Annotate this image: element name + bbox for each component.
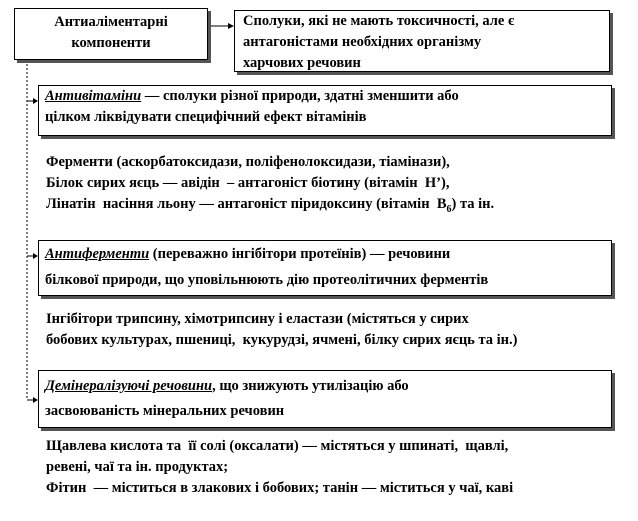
example-line: Білок сирих яєць — авідін – антагоніст біотину (вітамін Н’), bbox=[46, 175, 450, 191]
title-box bbox=[14, 8, 208, 60]
example-line bbox=[46, 194, 494, 215]
definition-line-3: харчових речовин bbox=[243, 55, 361, 71]
definition-line-1: Сполуки, які не мають токсичності, але є bbox=[243, 13, 515, 29]
example-line: ревені, чаї та ін. продуктах; bbox=[46, 459, 229, 475]
category-desc: — сполуки різної природи, здатні зменшити або bbox=[141, 88, 459, 104]
example-text: Лінатін насіння льону — антагоніст піридоксину (вітамін В bbox=[46, 196, 447, 212]
category-demineralizing-box bbox=[38, 370, 612, 428]
category-line-2: засвоюваність мінеральних речовин bbox=[45, 403, 285, 419]
example-line: Інгібітори трипсину, хімотрипсину і еластази (містяться у сирих bbox=[46, 311, 469, 327]
subscript: 6 bbox=[446, 203, 452, 215]
category-line-1 bbox=[45, 86, 605, 107]
category-antivitamins-box bbox=[38, 85, 612, 136]
example-line: Щавлева кислота та її солі (оксалати) — містяться у шпинаті, щавлі, bbox=[46, 438, 509, 454]
example-line: бобових культурах, пшениці, кукурудзі, ячмені, білку сирих яєць та ін.) bbox=[46, 332, 518, 348]
category-term: Демінералізуючі речовини bbox=[45, 378, 213, 394]
category-term: Антиферменти bbox=[45, 246, 150, 262]
example-line: Ферменти (аскорбатоксидази, поліфенолоксидази, тіамінази), bbox=[46, 154, 450, 170]
title-line-2: компоненти bbox=[71, 35, 151, 51]
definition-box bbox=[234, 10, 610, 72]
category-term: Антивітаміни bbox=[45, 88, 142, 104]
category-line-1 bbox=[45, 371, 605, 397]
category-antienzymes-box bbox=[38, 240, 612, 296]
category-desc: (переважно інгібітори протеїнів) — речовини bbox=[149, 246, 451, 262]
demineralizing-examples bbox=[46, 436, 513, 499]
category-desc: , що знижують утилізацію або bbox=[212, 378, 409, 394]
category-line-2: білкової природи, що уповільнюють дію протеолітичних ферментів bbox=[45, 272, 489, 288]
category-line-1 bbox=[45, 241, 605, 265]
example-line: Фітин — міститься в злакових і бобових; танін — міститься у чаї, каві bbox=[46, 480, 514, 496]
antivitamins-examples bbox=[46, 152, 494, 215]
definition-line-2: антагоністами необхідних організму bbox=[243, 34, 482, 50]
title-line-1: Антиаліментарні bbox=[54, 14, 168, 30]
category-line-2: цілком ліквідувати специфічний ефект вітамінів bbox=[45, 109, 367, 125]
antienzymes-examples bbox=[46, 309, 517, 351]
example-text: ) та ін. bbox=[451, 196, 495, 212]
